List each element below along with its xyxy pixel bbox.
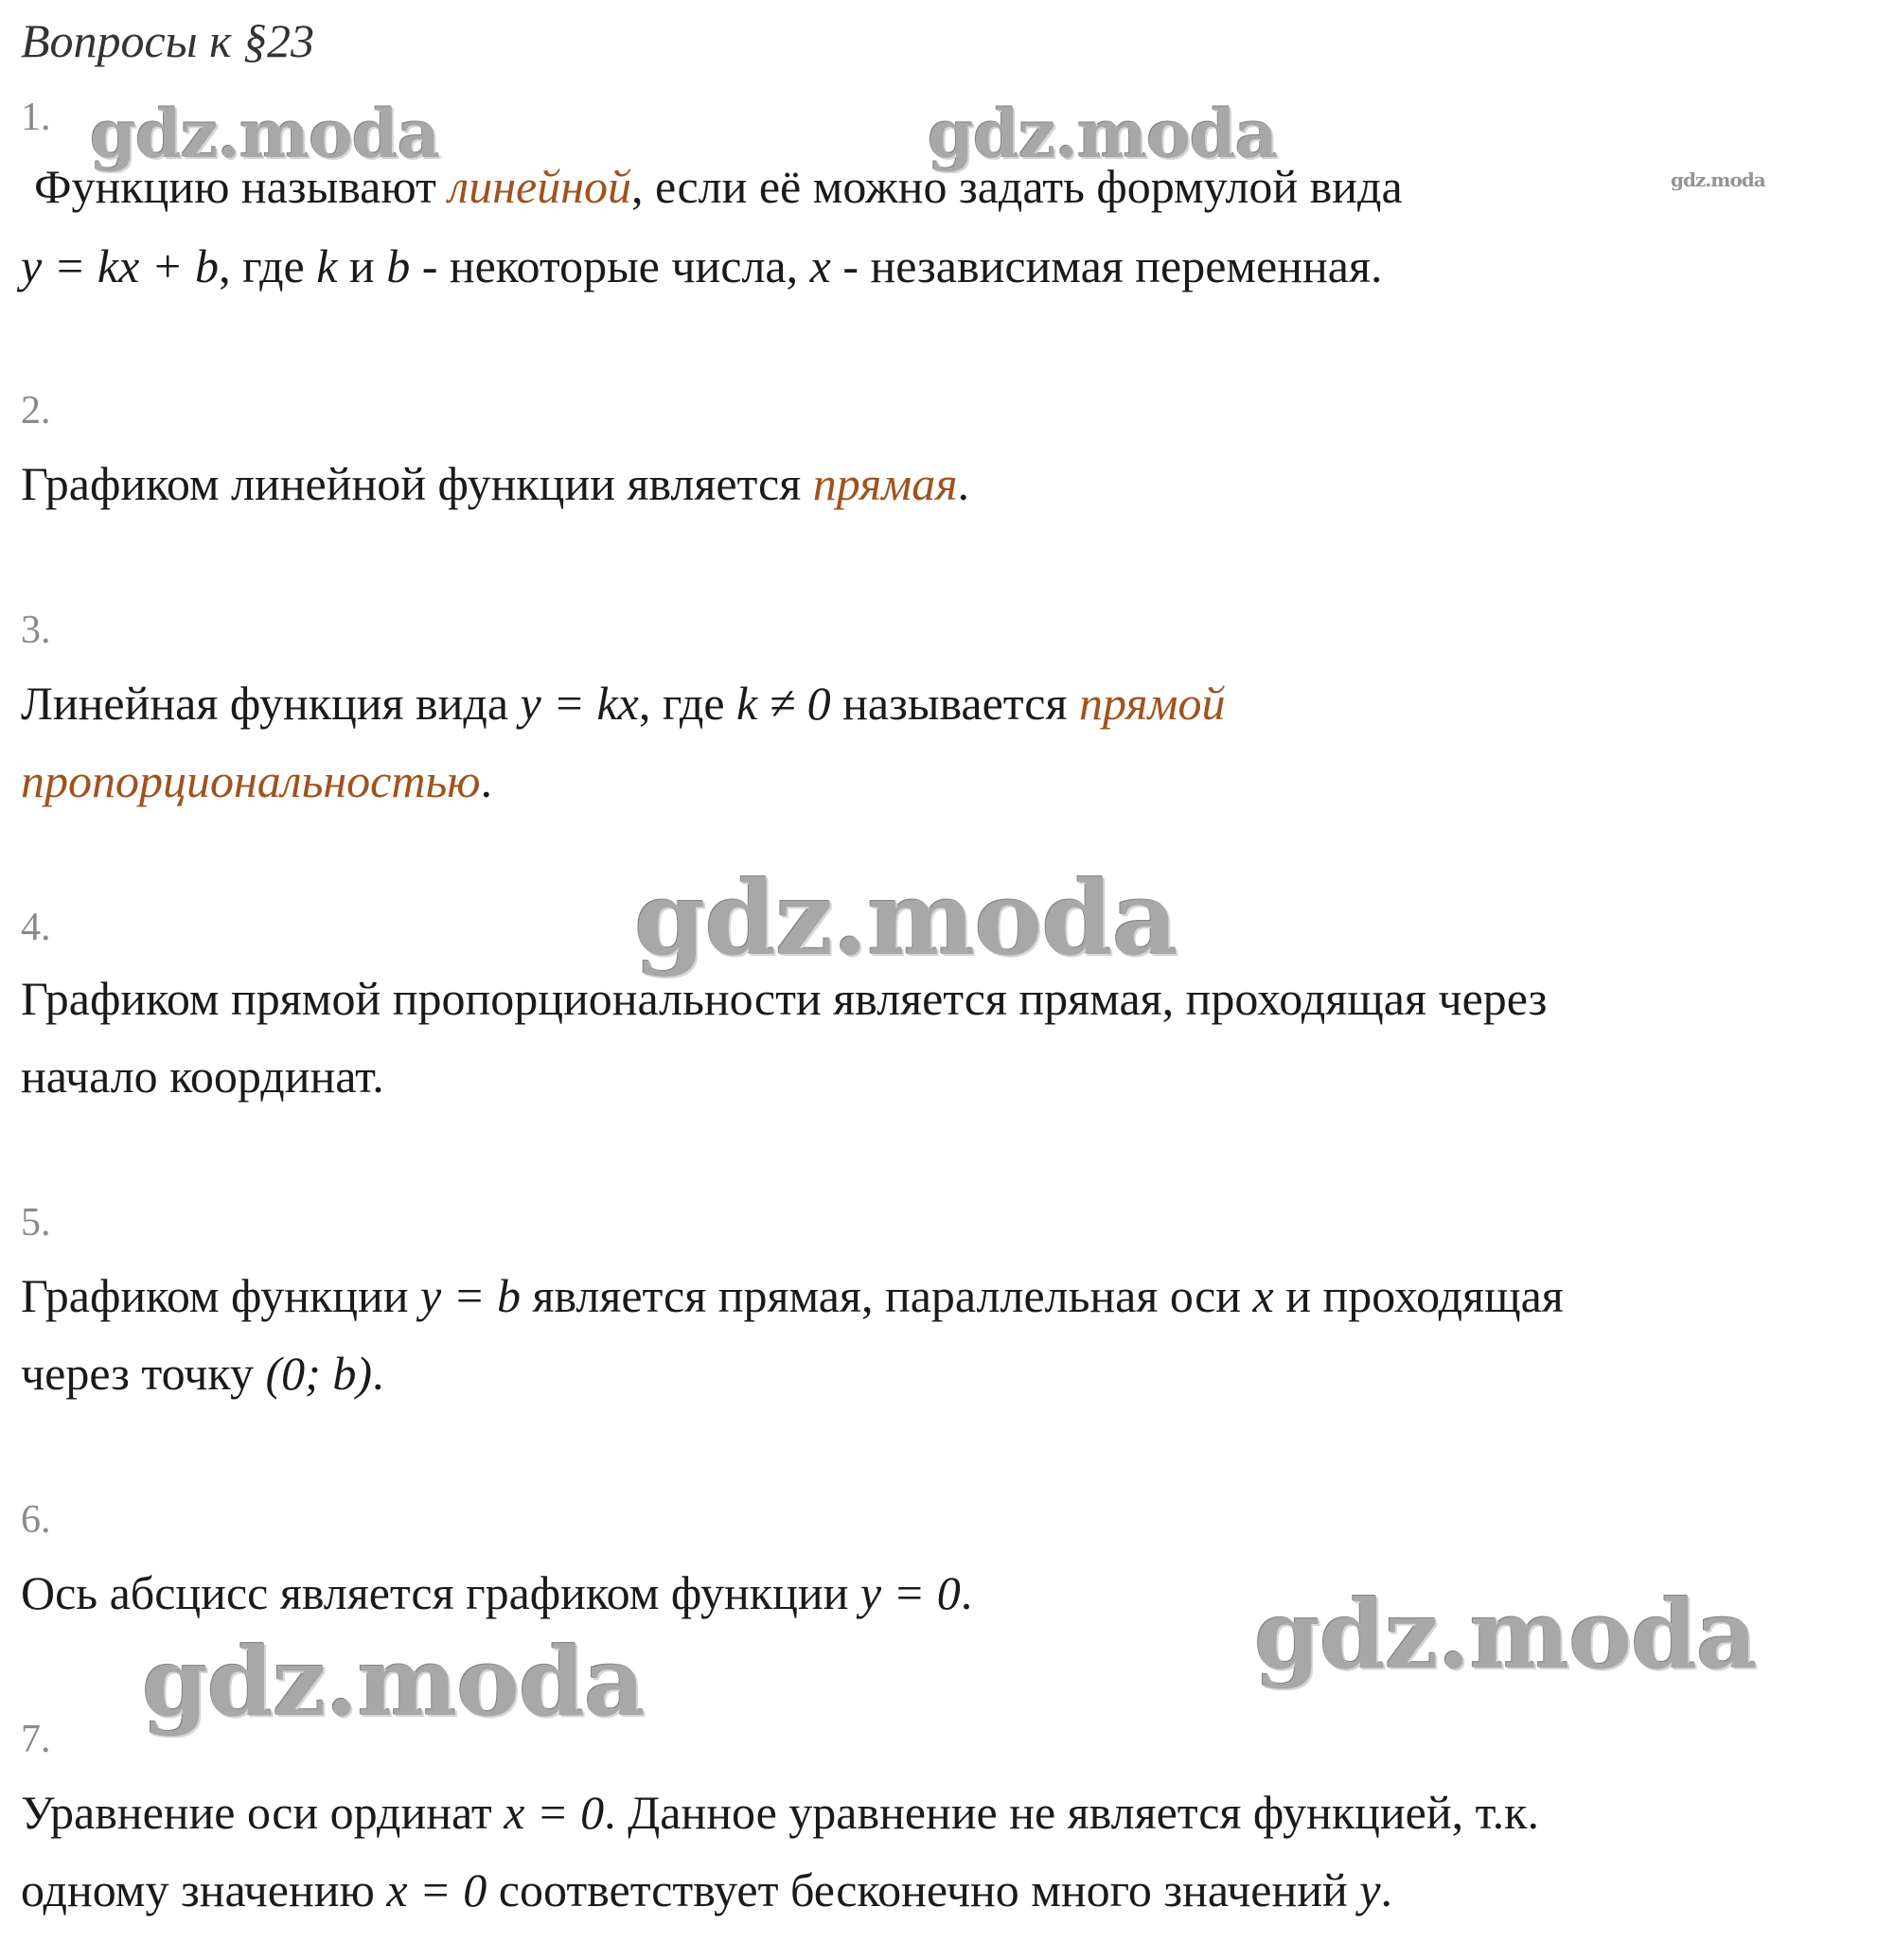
watermark: gdz.moda xyxy=(1254,1579,1757,1690)
answer-4-line-2: начало координат. xyxy=(21,1050,384,1103)
text: - некоторые числа, xyxy=(410,239,810,292)
text: . xyxy=(957,457,969,510)
text: является прямая, параллельная оси xyxy=(520,1269,1253,1322)
text: через точку xyxy=(21,1347,266,1400)
answer-2-line-1 xyxy=(21,456,969,511)
answer-7-line-1 xyxy=(21,1785,1539,1840)
answer-1-line-2 xyxy=(21,238,1382,293)
question-number-5: 5. xyxy=(21,1201,51,1245)
page-title: Вопросы к §23 xyxy=(21,14,314,67)
answer-3-line-2 xyxy=(21,753,492,808)
watermark: gdz.moda xyxy=(90,95,440,173)
formula: y = kx xyxy=(520,677,639,730)
answer-3-line-1 xyxy=(21,676,1225,731)
watermark: gdz.moda xyxy=(142,1626,645,1738)
text: . xyxy=(371,1347,384,1400)
highlight-term: прямой xyxy=(1078,677,1226,730)
highlight-term: пропорциональностью xyxy=(21,754,481,807)
watermark: gdz.moda xyxy=(928,95,1278,173)
text: Линейная функция вида xyxy=(21,677,521,730)
answer-4-line-1: Графиком прямой пропорциональности является прямая, проходящая через xyxy=(21,972,1548,1025)
formula: y = b xyxy=(420,1269,521,1322)
text: Уравнение оси ординат xyxy=(21,1786,505,1839)
formula: b xyxy=(386,239,411,292)
question-number-1: 1. xyxy=(21,96,51,139)
text: , если её можно задать формулой вида xyxy=(631,160,1403,213)
answer-7-line-2 xyxy=(21,1863,1392,1917)
watermark: gdz.moda xyxy=(634,859,1178,979)
highlight-term: линейной xyxy=(448,160,632,213)
question-number-4: 4. xyxy=(21,906,51,949)
watermark-small: gdz.moda xyxy=(1671,168,1765,191)
formula: k ≠ 0 xyxy=(736,677,831,730)
formula: x xyxy=(809,239,831,292)
question-number-7: 7. xyxy=(21,1718,51,1761)
question-number-3: 3. xyxy=(21,609,51,652)
answer-5-line-2 xyxy=(21,1346,383,1401)
formula: x = 0 xyxy=(504,1786,605,1839)
formula: (0; b) xyxy=(265,1347,372,1400)
text: , где xyxy=(638,677,737,730)
formula: y = 0 xyxy=(859,1566,961,1619)
text: Графиком линейной функции является xyxy=(21,457,813,510)
formula: x xyxy=(1252,1269,1274,1322)
text: . xyxy=(1380,1863,1392,1916)
text: и проходящая xyxy=(1273,1269,1564,1322)
text: Графиком функции xyxy=(21,1269,421,1322)
formula: k xyxy=(316,239,338,292)
text: Ось абсцисс является графиком функции xyxy=(21,1566,860,1619)
text: называется xyxy=(830,677,1079,730)
text: - независимая переменная. xyxy=(830,239,1383,292)
formula: y xyxy=(1359,1863,1381,1916)
formula: x = 0 xyxy=(386,1863,487,1916)
text: одному значению xyxy=(21,1863,387,1916)
answer-6-line-1 xyxy=(21,1565,972,1620)
answer-5-line-1 xyxy=(21,1268,1564,1323)
text: Функцию называют xyxy=(34,160,449,213)
highlight-term: прямая xyxy=(812,457,958,510)
text: . Данное уравнение не является функцией, т.к. xyxy=(604,1786,1539,1839)
text: . xyxy=(480,754,492,807)
formula: y = kx + b xyxy=(21,239,220,292)
question-number-6: 6. xyxy=(21,1498,51,1542)
text: соответствует бесконечно много значений xyxy=(487,1863,1360,1916)
question-number-2: 2. xyxy=(21,389,51,433)
text: . xyxy=(960,1566,973,1619)
text: и xyxy=(337,239,387,292)
text: , где xyxy=(219,239,317,292)
